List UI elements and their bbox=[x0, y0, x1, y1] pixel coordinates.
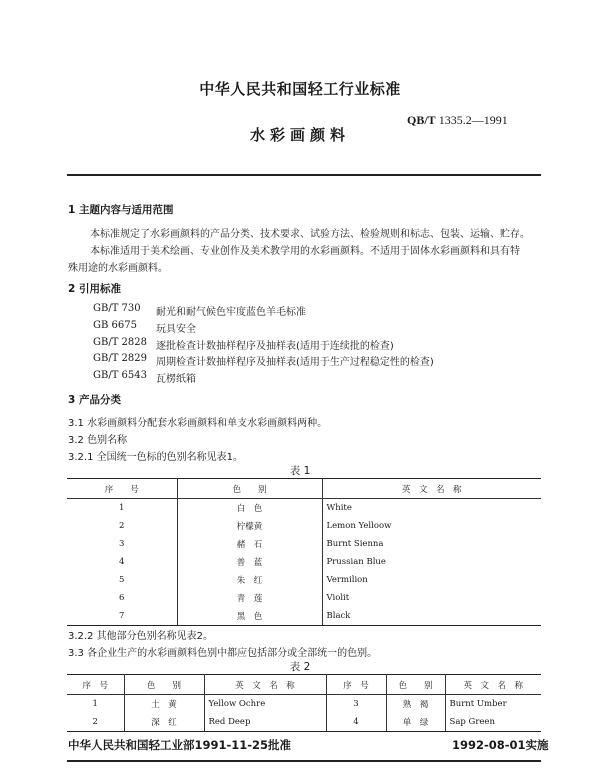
ref-title: 耐光和耐气候色牢度蓝色羊毛标准 bbox=[156, 307, 306, 318]
header-rule bbox=[67, 174, 541, 176]
effective-date: 1992-08-01实施 bbox=[452, 738, 549, 752]
table-row bbox=[67, 535, 541, 553]
table-cell: 柠檬黄 bbox=[177, 517, 322, 535]
table-cell: Lemon Yelloow bbox=[326, 521, 392, 531]
table-cell: 普 蓝 bbox=[177, 553, 322, 571]
table-row bbox=[67, 695, 541, 714]
table-cell: 4 bbox=[326, 713, 386, 732]
table-cell: 白 色 bbox=[177, 499, 322, 518]
table-cell: 5 bbox=[67, 571, 177, 589]
table-cell: Vermilion bbox=[326, 575, 368, 585]
section-1-paragraph-2-line-1: 本标准适用于美术绘画、专业创作及美术教学用的水彩画颜料。不适用于固体水彩画颜料和具有特 bbox=[90, 246, 520, 257]
table-cell: Yellow Ochre bbox=[204, 695, 326, 714]
table-cell: 黑 色 bbox=[177, 607, 322, 626]
table-cell: 1 bbox=[67, 695, 124, 714]
ref-code: GB/T 2828 bbox=[93, 337, 148, 348]
table-cell: 4 bbox=[67, 553, 177, 571]
table-header-cell: 序 号 bbox=[326, 675, 386, 695]
org-title: 中华人民共和国轻工行业标准 bbox=[199, 80, 401, 98]
table-cell: Prussian Blue bbox=[326, 557, 386, 567]
table-2 bbox=[67, 674, 541, 732]
ref-title: 玩具安全 bbox=[156, 324, 196, 335]
table-header-cell: 色 别 bbox=[124, 675, 204, 695]
clause-3-2: 3.2 色别名称 bbox=[68, 435, 128, 446]
table-row bbox=[67, 499, 541, 518]
ref-title: 瓦楞纸箱 bbox=[156, 374, 196, 385]
table-cell: 朱 红 bbox=[177, 571, 322, 589]
table-cell: 土 黄 bbox=[124, 695, 204, 714]
clause-3-1: 3.1 水彩画颜料分配套水彩画颜料和单支水彩画颜料两种。 bbox=[68, 418, 328, 429]
clause-3-3: 3.3 各企业生产的水彩画颜料色别中都应包括部分或全部统一的色别。 bbox=[68, 648, 378, 659]
ref-code: GB/T 2829 bbox=[93, 353, 148, 364]
table-row bbox=[67, 589, 541, 607]
ref-code: GB 6675 bbox=[93, 320, 137, 331]
table-header-row bbox=[67, 675, 541, 695]
section-2-heading: 2 引用标准 bbox=[68, 283, 121, 295]
document-title: 水彩画颜料 bbox=[249, 126, 350, 144]
table-cell: 青 莲 bbox=[177, 589, 322, 607]
table-cell: Violit bbox=[326, 593, 350, 603]
table-header-cell: 色 别 bbox=[386, 675, 445, 695]
table-cell: 6 bbox=[67, 589, 177, 607]
table-cell: 1 bbox=[67, 499, 177, 518]
table-cell: 赭 石 bbox=[177, 535, 322, 553]
section-1-paragraph-2-line-2: 殊用途的水彩画颜料。 bbox=[68, 263, 168, 274]
table-cell: 2 bbox=[67, 713, 124, 732]
table-1 bbox=[67, 478, 541, 626]
table-cell: 3 bbox=[67, 535, 177, 553]
section-1-heading: 1 主题内容与适用范围 bbox=[68, 204, 174, 216]
table-header-cell: 英 文 名 称 bbox=[322, 479, 541, 499]
standard-number: 1335.2—1991 bbox=[438, 113, 508, 127]
approval-line: 中华人民共和国轻工业部1991-11-25批准 bbox=[68, 738, 292, 752]
table-cell: Black bbox=[322, 607, 541, 626]
table-row bbox=[67, 571, 541, 589]
table-cell: 单 绿 bbox=[386, 713, 445, 732]
table-header-cell: 色 别 bbox=[177, 479, 322, 499]
table-header-cell: 英 文 名 称 bbox=[204, 675, 326, 695]
table-header-row bbox=[67, 479, 541, 499]
table-cell: Burnt Umber bbox=[449, 699, 507, 709]
section-1-paragraph-1: 本标准规定了水彩画颜料的产品分类、技术要求、试验方法、检验规则和标志、包装、运输、贮存。 bbox=[90, 229, 530, 240]
table-cell: 熟 褐 bbox=[386, 695, 445, 714]
ref-title: 逐批检查计数抽样程序及抽样表(适用于连续批的检查) bbox=[156, 341, 394, 352]
table-row bbox=[67, 553, 541, 571]
table-header-cell: 英 文 名 称 bbox=[445, 675, 541, 695]
table-row bbox=[67, 713, 541, 732]
table-header-cell: 序 号 bbox=[67, 675, 124, 695]
table-cell: 3 bbox=[326, 695, 386, 714]
ref-code: GB/T 730 bbox=[93, 303, 141, 314]
standard-prefix: QB/T bbox=[407, 113, 436, 127]
table-cell: Sap Green bbox=[445, 713, 541, 732]
table-header-cell: 序 号 bbox=[67, 479, 177, 499]
section-3-heading: 3 产品分类 bbox=[68, 394, 121, 406]
ref-title: 周期检查计数抽样程序及抽样表(适用于生产过程稳定性的检查) bbox=[156, 357, 434, 368]
clause-3-2-2: 3.2.2 其他部分色别名称见表2。 bbox=[68, 631, 213, 642]
table-cell: 7 bbox=[67, 607, 177, 626]
table-cell: White bbox=[326, 503, 352, 513]
table-cell: Burnt Sienna bbox=[326, 539, 384, 549]
table-1-caption: 表 1 bbox=[289, 465, 311, 477]
ref-code: GB/T 6543 bbox=[93, 370, 148, 381]
footer-rule bbox=[67, 760, 541, 762]
table-cell: 2 bbox=[67, 517, 177, 535]
clause-3-2-1: 3.2.1 全国统一色标的色别名称见表1。 bbox=[68, 452, 243, 463]
table-row bbox=[67, 517, 541, 535]
table-cell: Red Deep bbox=[204, 713, 326, 732]
table-2-caption: 表 2 bbox=[289, 661, 311, 673]
table-cell: 深 红 bbox=[124, 713, 204, 732]
table-row bbox=[67, 607, 541, 626]
